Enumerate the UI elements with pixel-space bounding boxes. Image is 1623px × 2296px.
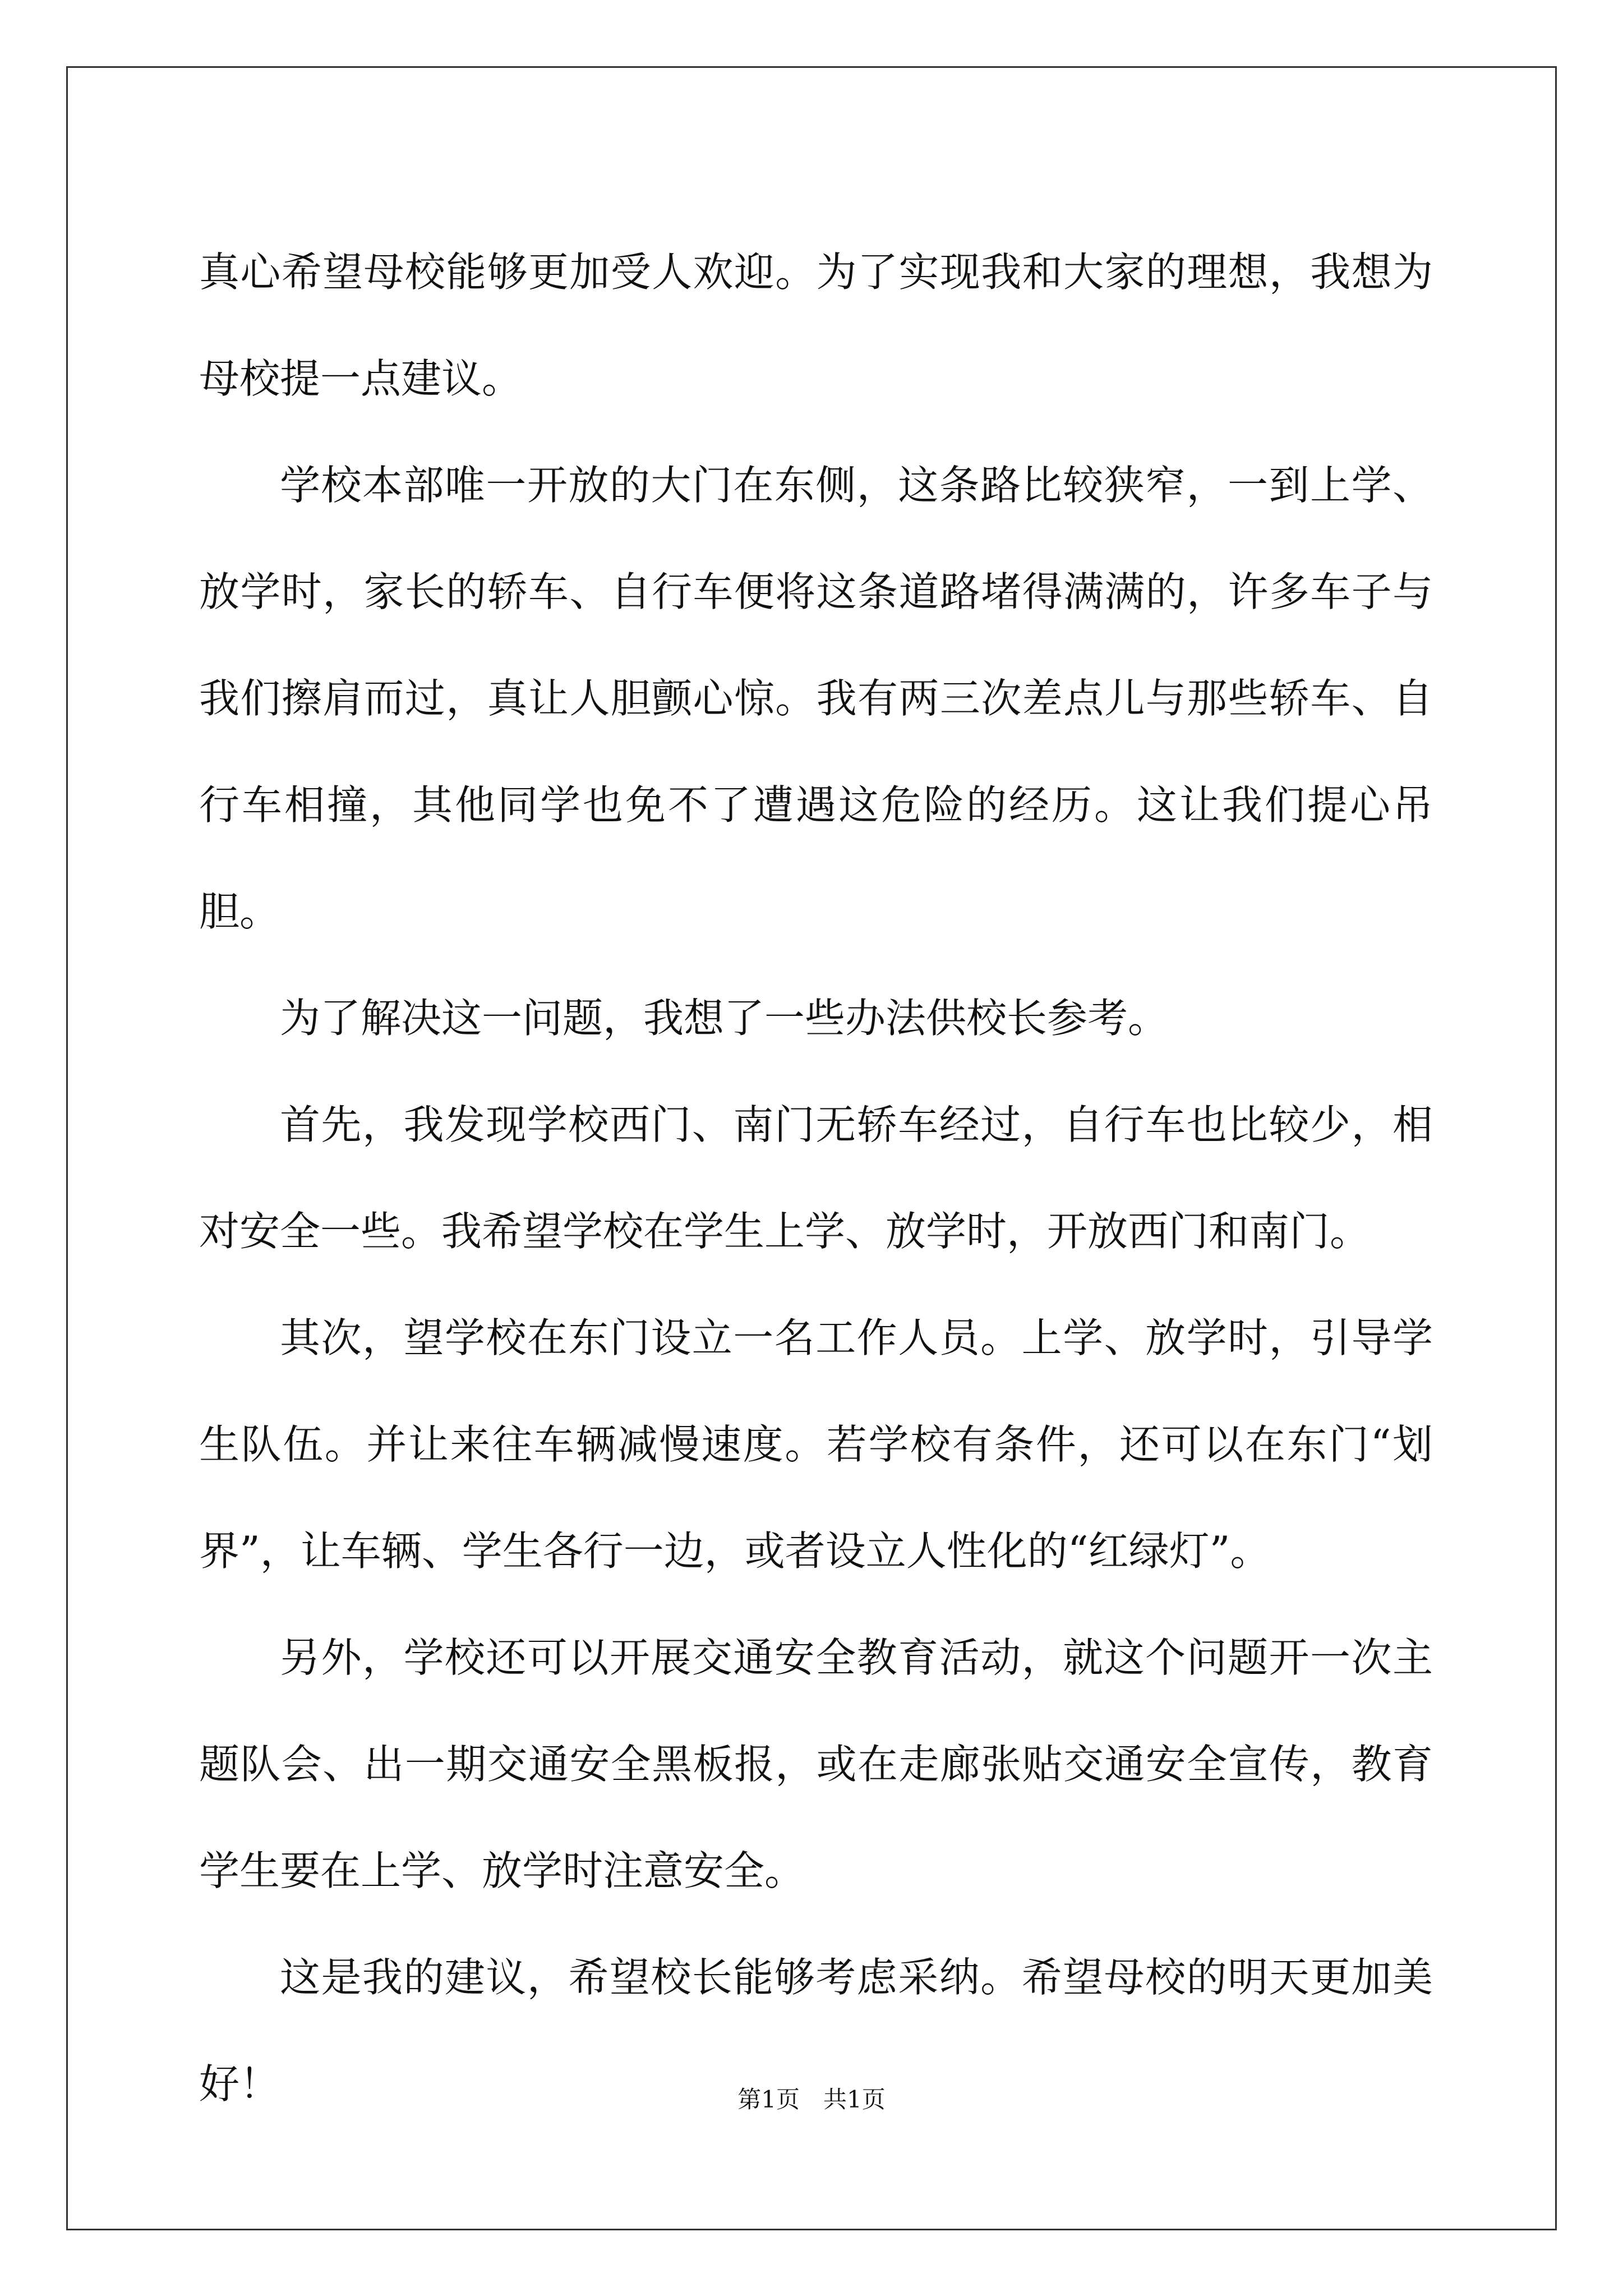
paragraph-5: 其次，望学校在东门设立一名工作人员。上学、放学时，引导学生队伍。并让来往车辆减慢速度。若学校有条件，还可以在东门“划界”，让车辆、学生各行一边，或者设立人性化的“红绿灯”。	[199, 1314, 1433, 1575]
page-footer: 第1页 共1页	[737, 2086, 886, 2113]
paragraph-4: 首先，我发现学校西门、南门无轿车经过，自行车也比较少，相对安全一些。我希望学校在学生上学、放学时，开放西门和南门。	[199, 1101, 1433, 1255]
paragraph-7: 这是我的建议，希望校长能够考虑采纳。希望母校的明天更加美好！	[199, 1954, 1433, 2108]
paragraph-2: 学校本部唯一开放的大门在东侧，这条路比较狭窄，一到上学、放学时，家长的轿车、自行车便将这条道路堵得满满的，许多车子与我们擦肩而过，真让人胆颤心惊。我有两三次差点儿与那些轿车、自行车相撞，其他同学也免不了遭遇这危险的经历。这让我们提心吊胆。	[199, 462, 1433, 935]
paragraph-6: 另外，学校还可以开展交通安全教育活动，就这个问题开一次主题队会、出一期交通安全黑板报，或在走廊张贴交通安全宣传，教育学生要在上学、放学时注意安全。	[199, 1634, 1433, 1894]
paragraph-1: 真心希望母校能够更加受人欢迎。为了实现我和大家的理想，我想为母校提一点建议。	[199, 249, 1433, 402]
paragraph-3: 为了解决这一问题，我想了一些办法供校长参考。	[280, 995, 1169, 1042]
document-body	[199, 219, 1433, 2137]
